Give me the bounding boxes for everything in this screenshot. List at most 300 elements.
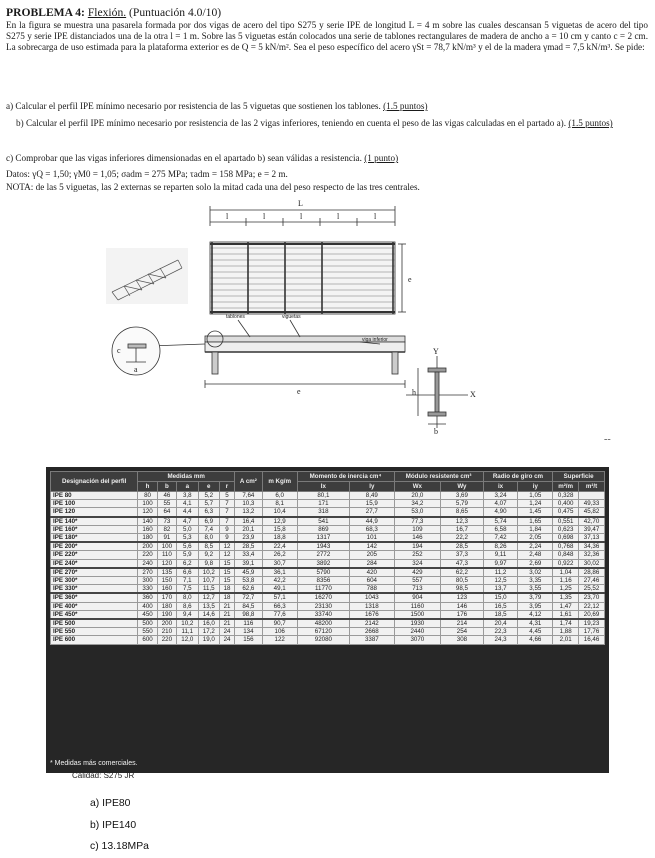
table-cell: 8,49 <box>350 492 394 500</box>
table-cell: 4,66 <box>518 636 553 644</box>
table-cell: 12,7 <box>198 593 219 602</box>
table-cell: 11,1 <box>177 628 198 636</box>
table-cell: 110 <box>157 551 176 559</box>
table-cell: 44,9 <box>350 517 394 526</box>
table-cell: 160 <box>138 525 157 533</box>
table-row <box>51 577 605 585</box>
table-cell: 37,3 <box>441 551 483 559</box>
th-medidas: Medidas mm <box>138 472 235 482</box>
table-cell: 9 <box>220 525 235 533</box>
table-cell: 1,61 <box>553 610 579 619</box>
table-cell: 68,3 <box>350 525 394 533</box>
table-cell: 4,7 <box>177 517 198 526</box>
table-cell: 7 <box>220 517 235 526</box>
profile-name-cell: IPE 360* <box>51 593 138 602</box>
table-cell: 28,86 <box>579 568 605 577</box>
table-cell: 8,1 <box>262 500 297 508</box>
table-cell: 17,2 <box>198 628 219 636</box>
table-cell: 156 <box>235 636 263 644</box>
th-masa: m Kg/m <box>262 472 297 492</box>
table-cell: 8,65 <box>441 508 483 517</box>
table-cell: 8356 <box>297 577 350 585</box>
table-cell: 0,848 <box>553 551 579 559</box>
label-b: b <box>434 427 438 436</box>
table-cell: 3,24 <box>483 492 518 500</box>
question-c-text: c) Comprobar que las vigas inferiores dimensionadas en el apartado b) sean válidas a resistencia. <box>6 153 362 163</box>
table-cell: 13,5 <box>198 602 219 610</box>
table-cell: 160 <box>157 585 176 594</box>
table-cell: 252 <box>394 551 441 559</box>
table-row <box>51 517 605 526</box>
table-cell: 27,7 <box>350 508 394 517</box>
table-cell: 18 <box>220 585 235 594</box>
table-cell: 904 <box>394 593 441 602</box>
table-cell: 42,2 <box>262 577 297 585</box>
table-cell: 15,0 <box>483 593 518 602</box>
table-cell: 300 <box>138 577 157 585</box>
table-cell: 1,47 <box>553 602 579 610</box>
table-cell: 4,4 <box>177 508 198 517</box>
table-cell: 11,2 <box>483 568 518 577</box>
table-cell: 1676 <box>350 610 394 619</box>
table-cell: 0,551 <box>553 517 579 526</box>
problem-score: (Puntuación 4.0/10) <box>129 6 222 19</box>
table-cell: 18,5 <box>483 610 518 619</box>
profile-name-cell: IPE 400* <box>51 602 138 610</box>
profile-name-cell: IPE 450* <box>51 610 138 619</box>
table-cell: 214 <box>441 619 483 628</box>
table-cell: 27,46 <box>579 577 605 585</box>
table-cell: 7 <box>220 500 235 508</box>
table-cell: 20,69 <box>579 610 605 619</box>
table-cell: 220 <box>138 551 157 559</box>
profile-name-cell: IPE 140* <box>51 517 138 526</box>
table-cell: 10,7 <box>198 577 219 585</box>
table-cell: 37,13 <box>579 534 605 543</box>
table-cell: 500 <box>138 619 157 628</box>
answer-c: c) 13.18MPa <box>90 841 149 852</box>
walkway-figure <box>0 196 655 436</box>
table-row <box>51 559 605 568</box>
table-row <box>51 610 605 619</box>
table-cell: 135 <box>157 568 176 577</box>
table-cell: 450 <box>138 610 157 619</box>
table-cell: 1,88 <box>553 628 579 636</box>
th-m2m: m²/m <box>553 482 579 492</box>
table-cell: 5790 <box>297 568 350 577</box>
table-cell: 2142 <box>350 619 394 628</box>
table-row <box>51 585 605 594</box>
table-cell: 1043 <box>350 593 394 602</box>
label-l-4: l <box>337 212 340 221</box>
table-cell: 9,8 <box>198 559 219 568</box>
table-cell: 788 <box>350 585 394 594</box>
table-cell: 72,7 <box>235 593 263 602</box>
table-cell: 1,35 <box>553 593 579 602</box>
table-cell: 0,475 <box>553 508 579 517</box>
table-cell: 90,7 <box>262 619 297 628</box>
table-cell: 0,623 <box>553 525 579 533</box>
table-cell: 48200 <box>297 619 350 628</box>
question-a-points: (1.5 puntos) <box>383 101 428 111</box>
profile-name-cell: IPE 300* <box>51 577 138 585</box>
table-row <box>51 525 605 533</box>
th-designacion: Designación del perfil <box>51 472 138 492</box>
table-cell: 46 <box>157 492 176 500</box>
profile-name-cell: IPE 220* <box>51 551 138 559</box>
th-e: e <box>198 482 219 492</box>
table-row <box>51 551 605 559</box>
table-cell: 67120 <box>297 628 350 636</box>
profile-name-cell: IPE 550 <box>51 628 138 636</box>
table-cell: 116 <box>235 619 263 628</box>
table-cell: 33740 <box>297 610 350 619</box>
table-cell: 0,698 <box>553 534 579 543</box>
table-cell: 5,2 <box>198 492 219 500</box>
table-cell: 26,2 <box>262 551 297 559</box>
table-cell: 18 <box>220 593 235 602</box>
table-cell: 16270 <box>297 593 350 602</box>
table-cell: 82 <box>157 525 176 533</box>
table-cell: 3,95 <box>518 602 553 610</box>
question-c-points: (1 punto) <box>364 153 399 163</box>
label-l-2: l <box>263 212 266 221</box>
question-b-text: b) Calcular el perfil IPE mínimo necesario por resistencia de las 2 vigas inferiores, teniendo en cuenta el peso de las vigas calculadas en el partado a). <box>16 118 567 128</box>
table-cell: 140 <box>138 517 157 526</box>
table-cell: 1,84 <box>518 525 553 533</box>
table-cell: 10,2 <box>177 619 198 628</box>
table-cell: 1930 <box>394 619 441 628</box>
table-cell: 122 <box>262 636 297 644</box>
table-row <box>51 508 605 517</box>
table-cell: 3387 <box>350 636 394 644</box>
label-viguetas: viguetas <box>282 314 301 320</box>
th-b: b <box>157 482 176 492</box>
label-e-bottom: e <box>297 387 301 396</box>
th-iy-inertia: Iy <box>350 482 394 492</box>
table-cell: 1317 <box>297 534 350 543</box>
table-cell: 8,0 <box>177 593 198 602</box>
question-b <box>6 118 648 129</box>
problem-data: Datos: γQ = 1,50; γM0 = 1,05; σadm = 275 MPa; τadm = 158 MPa; e = 2 m. <box>6 169 288 179</box>
label-c: c <box>117 346 121 355</box>
table-cell: 180 <box>138 534 157 543</box>
table-cell: 5,0 <box>177 525 198 533</box>
table-cell: 21 <box>220 610 235 619</box>
th-h: h <box>138 482 157 492</box>
table-cell: 10,4 <box>262 508 297 517</box>
table-cell: 14,6 <box>198 610 219 619</box>
table-row <box>51 568 605 577</box>
table-row <box>51 636 605 644</box>
table-cell: 429 <box>394 568 441 577</box>
profile-name-cell: IPE 270* <box>51 568 138 577</box>
answer-b: b) IPE140 <box>90 819 137 831</box>
table-cell: 2,01 <box>553 636 579 644</box>
table-row <box>51 492 605 500</box>
table-cell: 80,5 <box>441 577 483 585</box>
problem-statement: En la figura se muestra una pasarela formada por dos vigas de acero del tipo S275 y serie IPE de longitud L = 4 m sobre las cuales descansan 5 viguetas de acero del tipo S275 y serie IPE distanciados una de la otra l = 1 m. Sobre las 5 viguetas están colocados una serie de tablones rectangulares de madera de ancho a = 10 cm y canto c = 2 cm. La sobrecarga de uso estimada para la plataforma exterior es de Q = 5 kN/m². Sea el peso específico del acero γSt = 78,7 kN/m³ y el de la madera γmad = 7,5 kN/m³. Se pide: <box>6 20 648 53</box>
table-cell: 146 <box>394 534 441 543</box>
table-footnote: * Medidas más comerciales. <box>50 760 138 767</box>
table-row <box>51 534 605 543</box>
table-cell: 3070 <box>394 636 441 644</box>
table-cell: 19,0 <box>198 636 219 644</box>
label-h: h <box>412 388 416 397</box>
table-cell: 49,33 <box>579 500 605 508</box>
table-cell: 24 <box>220 628 235 636</box>
profile-name-cell: IPE 200* <box>51 542 138 551</box>
th-area: A cm² <box>235 472 263 492</box>
table-cell: 21 <box>220 619 235 628</box>
table-cell: 3,55 <box>518 585 553 594</box>
label-X: X <box>470 390 476 399</box>
table-cell: 64 <box>157 508 176 517</box>
table-cell: 11,5 <box>198 585 219 594</box>
label-l-5: l <box>374 212 377 221</box>
table-cell: 190 <box>157 610 176 619</box>
table-cell: 4,45 <box>518 628 553 636</box>
label-viga-inferior: viga inferior <box>362 337 388 343</box>
table-cell: 10,3 <box>235 500 263 508</box>
table-cell: 21 <box>220 602 235 610</box>
table-cell: 13,7 <box>483 585 518 594</box>
th-modulo: Módulo resistente cm³ <box>394 472 483 482</box>
table-cell <box>579 492 605 500</box>
table-cell: 308 <box>441 636 483 644</box>
table-cell: 7,4 <box>198 525 219 533</box>
table-cell: 109 <box>394 525 441 533</box>
table-cell: 194 <box>394 542 441 551</box>
table-cell: 73 <box>157 517 176 526</box>
table-cell: 33,4 <box>235 551 263 559</box>
table-cell: 9,97 <box>483 559 518 568</box>
table-cell: 270 <box>138 568 157 577</box>
table-cell: 9 <box>220 534 235 543</box>
table-cell: 210 <box>157 628 176 636</box>
table-cell: 24,3 <box>483 636 518 644</box>
table-cell: 3,8 <box>177 492 198 500</box>
table-cell: 34,36 <box>579 542 605 551</box>
th-superficie: Superficie <box>553 472 605 482</box>
table-cell: 15 <box>220 559 235 568</box>
table-cell: 6,6 <box>177 568 198 577</box>
table-cell: 30,02 <box>579 559 605 568</box>
table-cell: 4,07 <box>483 500 518 508</box>
ipe-table-panel <box>46 467 609 773</box>
table-cell: 3,02 <box>518 568 553 577</box>
table-cell: 120 <box>157 559 176 568</box>
table-cell: 330 <box>138 585 157 594</box>
table-cell: 62,2 <box>441 568 483 577</box>
ipe-table <box>50 471 605 645</box>
table-row <box>51 542 605 551</box>
table-cell: 53,0 <box>394 508 441 517</box>
table-cell: 171 <box>297 500 350 508</box>
table-cell: 45,82 <box>579 508 605 517</box>
table-cell: 200 <box>138 542 157 551</box>
steel-quality: Calidad: S275 JR <box>72 771 135 780</box>
table-cell: 604 <box>350 577 394 585</box>
table-cell: 47,3 <box>441 559 483 568</box>
table-cell: 16,46 <box>579 636 605 644</box>
table-cell: 2,48 <box>518 551 553 559</box>
table-cell: 713 <box>394 585 441 594</box>
table-cell: 557 <box>394 577 441 585</box>
table-cell: 0,922 <box>553 559 579 568</box>
table-cell: 22,3 <box>483 628 518 636</box>
table-cell: 77,6 <box>262 610 297 619</box>
table-cell: 4,12 <box>518 610 553 619</box>
table-cell: 142 <box>350 542 394 551</box>
table-cell: 100 <box>138 500 157 508</box>
profile-name-cell: IPE 120 <box>51 508 138 517</box>
table-cell: 254 <box>441 628 483 636</box>
question-b-points: (1.5 puntos) <box>568 118 613 128</box>
table-cell: 1160 <box>394 602 441 610</box>
table-cell: 5,9 <box>177 551 198 559</box>
table-cell: 39,1 <box>235 559 263 568</box>
table-cell: 13,2 <box>235 508 263 517</box>
label-l-3: l <box>300 212 303 221</box>
table-cell: 550 <box>138 628 157 636</box>
table-cell: 100 <box>157 542 176 551</box>
table-cell: 23,70 <box>579 593 605 602</box>
table-cell: 16,7 <box>441 525 483 533</box>
table-row <box>51 628 605 636</box>
table-cell: 36,1 <box>262 568 297 577</box>
table-cell: 8,26 <box>483 542 518 551</box>
table-cell: 39,47 <box>579 525 605 533</box>
table-cell: 869 <box>297 525 350 533</box>
th-a: a <box>177 482 198 492</box>
problem-title <box>6 6 646 19</box>
table-cell: 3,79 <box>518 593 553 602</box>
table-cell: 20,0 <box>394 492 441 500</box>
table-cell: 1,05 <box>518 492 553 500</box>
table-cell: 318 <box>297 508 350 517</box>
label-L: L <box>298 199 303 208</box>
table-cell: 11770 <box>297 585 350 594</box>
table-cell: 420 <box>350 568 394 577</box>
th-momento: Momento de inercia cm⁴ <box>297 472 394 482</box>
th-iy: iy <box>518 482 553 492</box>
table-cell: 3,69 <box>441 492 483 500</box>
table-cell: 25,52 <box>579 585 605 594</box>
table-cell: 600 <box>138 636 157 644</box>
problem-topic: Flexión. <box>87 6 127 19</box>
label-a: a <box>134 365 138 374</box>
table-cell: 2772 <box>297 551 350 559</box>
table-cell: 4,90 <box>483 508 518 517</box>
table-cell: 8,5 <box>198 542 219 551</box>
table-cell: 2,05 <box>518 534 553 543</box>
table-cell: 34,2 <box>394 500 441 508</box>
table-cell: 16,0 <box>198 619 219 628</box>
table-cell: 6,9 <box>198 517 219 526</box>
table-cell: 6,2 <box>177 559 198 568</box>
table-cell: 170 <box>157 593 176 602</box>
table-cell: 1,74 <box>553 619 579 628</box>
table-cell: 5,74 <box>483 517 518 526</box>
table-cell: 284 <box>350 559 394 568</box>
table-cell: 91 <box>157 534 176 543</box>
table-cell: 134 <box>235 628 263 636</box>
table-cell: 205 <box>350 551 394 559</box>
table-cell: 84,5 <box>235 602 263 610</box>
page-mark: -- <box>604 434 611 445</box>
table-cell: 5,79 <box>441 500 483 508</box>
table-cell: 1,16 <box>553 577 579 585</box>
table-cell: 12,5 <box>483 577 518 585</box>
table-cell: 80,1 <box>297 492 350 500</box>
table-cell: 28,5 <box>441 542 483 551</box>
profile-name-cell: IPE 600 <box>51 636 138 644</box>
table-cell: 23,9 <box>235 534 263 543</box>
table-cell: 123 <box>441 593 483 602</box>
table-cell: 2,24 <box>518 542 553 551</box>
table-cell: 5,7 <box>198 500 219 508</box>
table-cell: 6,58 <box>483 525 518 533</box>
table-cell: 49,1 <box>262 585 297 594</box>
table-row <box>51 593 605 602</box>
table-cell: 57,1 <box>262 593 297 602</box>
table-cell: 4,31 <box>518 619 553 628</box>
table-row <box>51 602 605 610</box>
table-cell: 180 <box>157 602 176 610</box>
table-cell: 22,12 <box>579 602 605 610</box>
table-cell: 53,8 <box>235 577 263 585</box>
label-l-1: l <box>226 212 229 221</box>
label-tablones: tablones <box>226 314 245 320</box>
table-cell: 16,4 <box>235 517 263 526</box>
table-cell: 9,11 <box>483 551 518 559</box>
profile-name-cell: IPE 240* <box>51 559 138 568</box>
table-cell: 12,0 <box>177 636 198 644</box>
table-cell: 66,3 <box>262 602 297 610</box>
table-cell: 541 <box>297 517 350 526</box>
table-cell: 28,5 <box>235 542 263 551</box>
table-cell: 62,6 <box>235 585 263 594</box>
ipe-table-body <box>51 492 605 645</box>
table-cell: 22,2 <box>441 534 483 543</box>
problem-note: NOTA: de las 5 viguetas, las 2 externas se reparten solo la mitad cada una del peso respecto de las tres centrales. <box>6 182 420 192</box>
table-cell: 1,25 <box>553 585 579 594</box>
question-a <box>6 101 648 112</box>
table-cell: 200 <box>157 619 176 628</box>
th-wx: Wx <box>394 482 441 492</box>
table-cell: 98,8 <box>235 610 263 619</box>
table-cell: 3892 <box>297 559 350 568</box>
table-cell: 80 <box>138 492 157 500</box>
table-cell: 6,0 <box>262 492 297 500</box>
table-cell: 55 <box>157 500 176 508</box>
th-r: r <box>220 482 235 492</box>
table-cell: 2668 <box>350 628 394 636</box>
label-e-side: e <box>408 275 412 284</box>
table-cell: 0,400 <box>553 500 579 508</box>
table-cell: 30,7 <box>262 559 297 568</box>
table-cell: 0,768 <box>553 542 579 551</box>
table-cell: 8,6 <box>177 602 198 610</box>
table-cell: 10,2 <box>198 568 219 577</box>
table-cell: 0,328 <box>553 492 579 500</box>
table-cell: 20,4 <box>483 619 518 628</box>
table-cell: 1318 <box>350 602 394 610</box>
table-cell: 7,42 <box>483 534 518 543</box>
profile-name-cell: IPE 500 <box>51 619 138 628</box>
table-cell: 15 <box>220 568 235 577</box>
